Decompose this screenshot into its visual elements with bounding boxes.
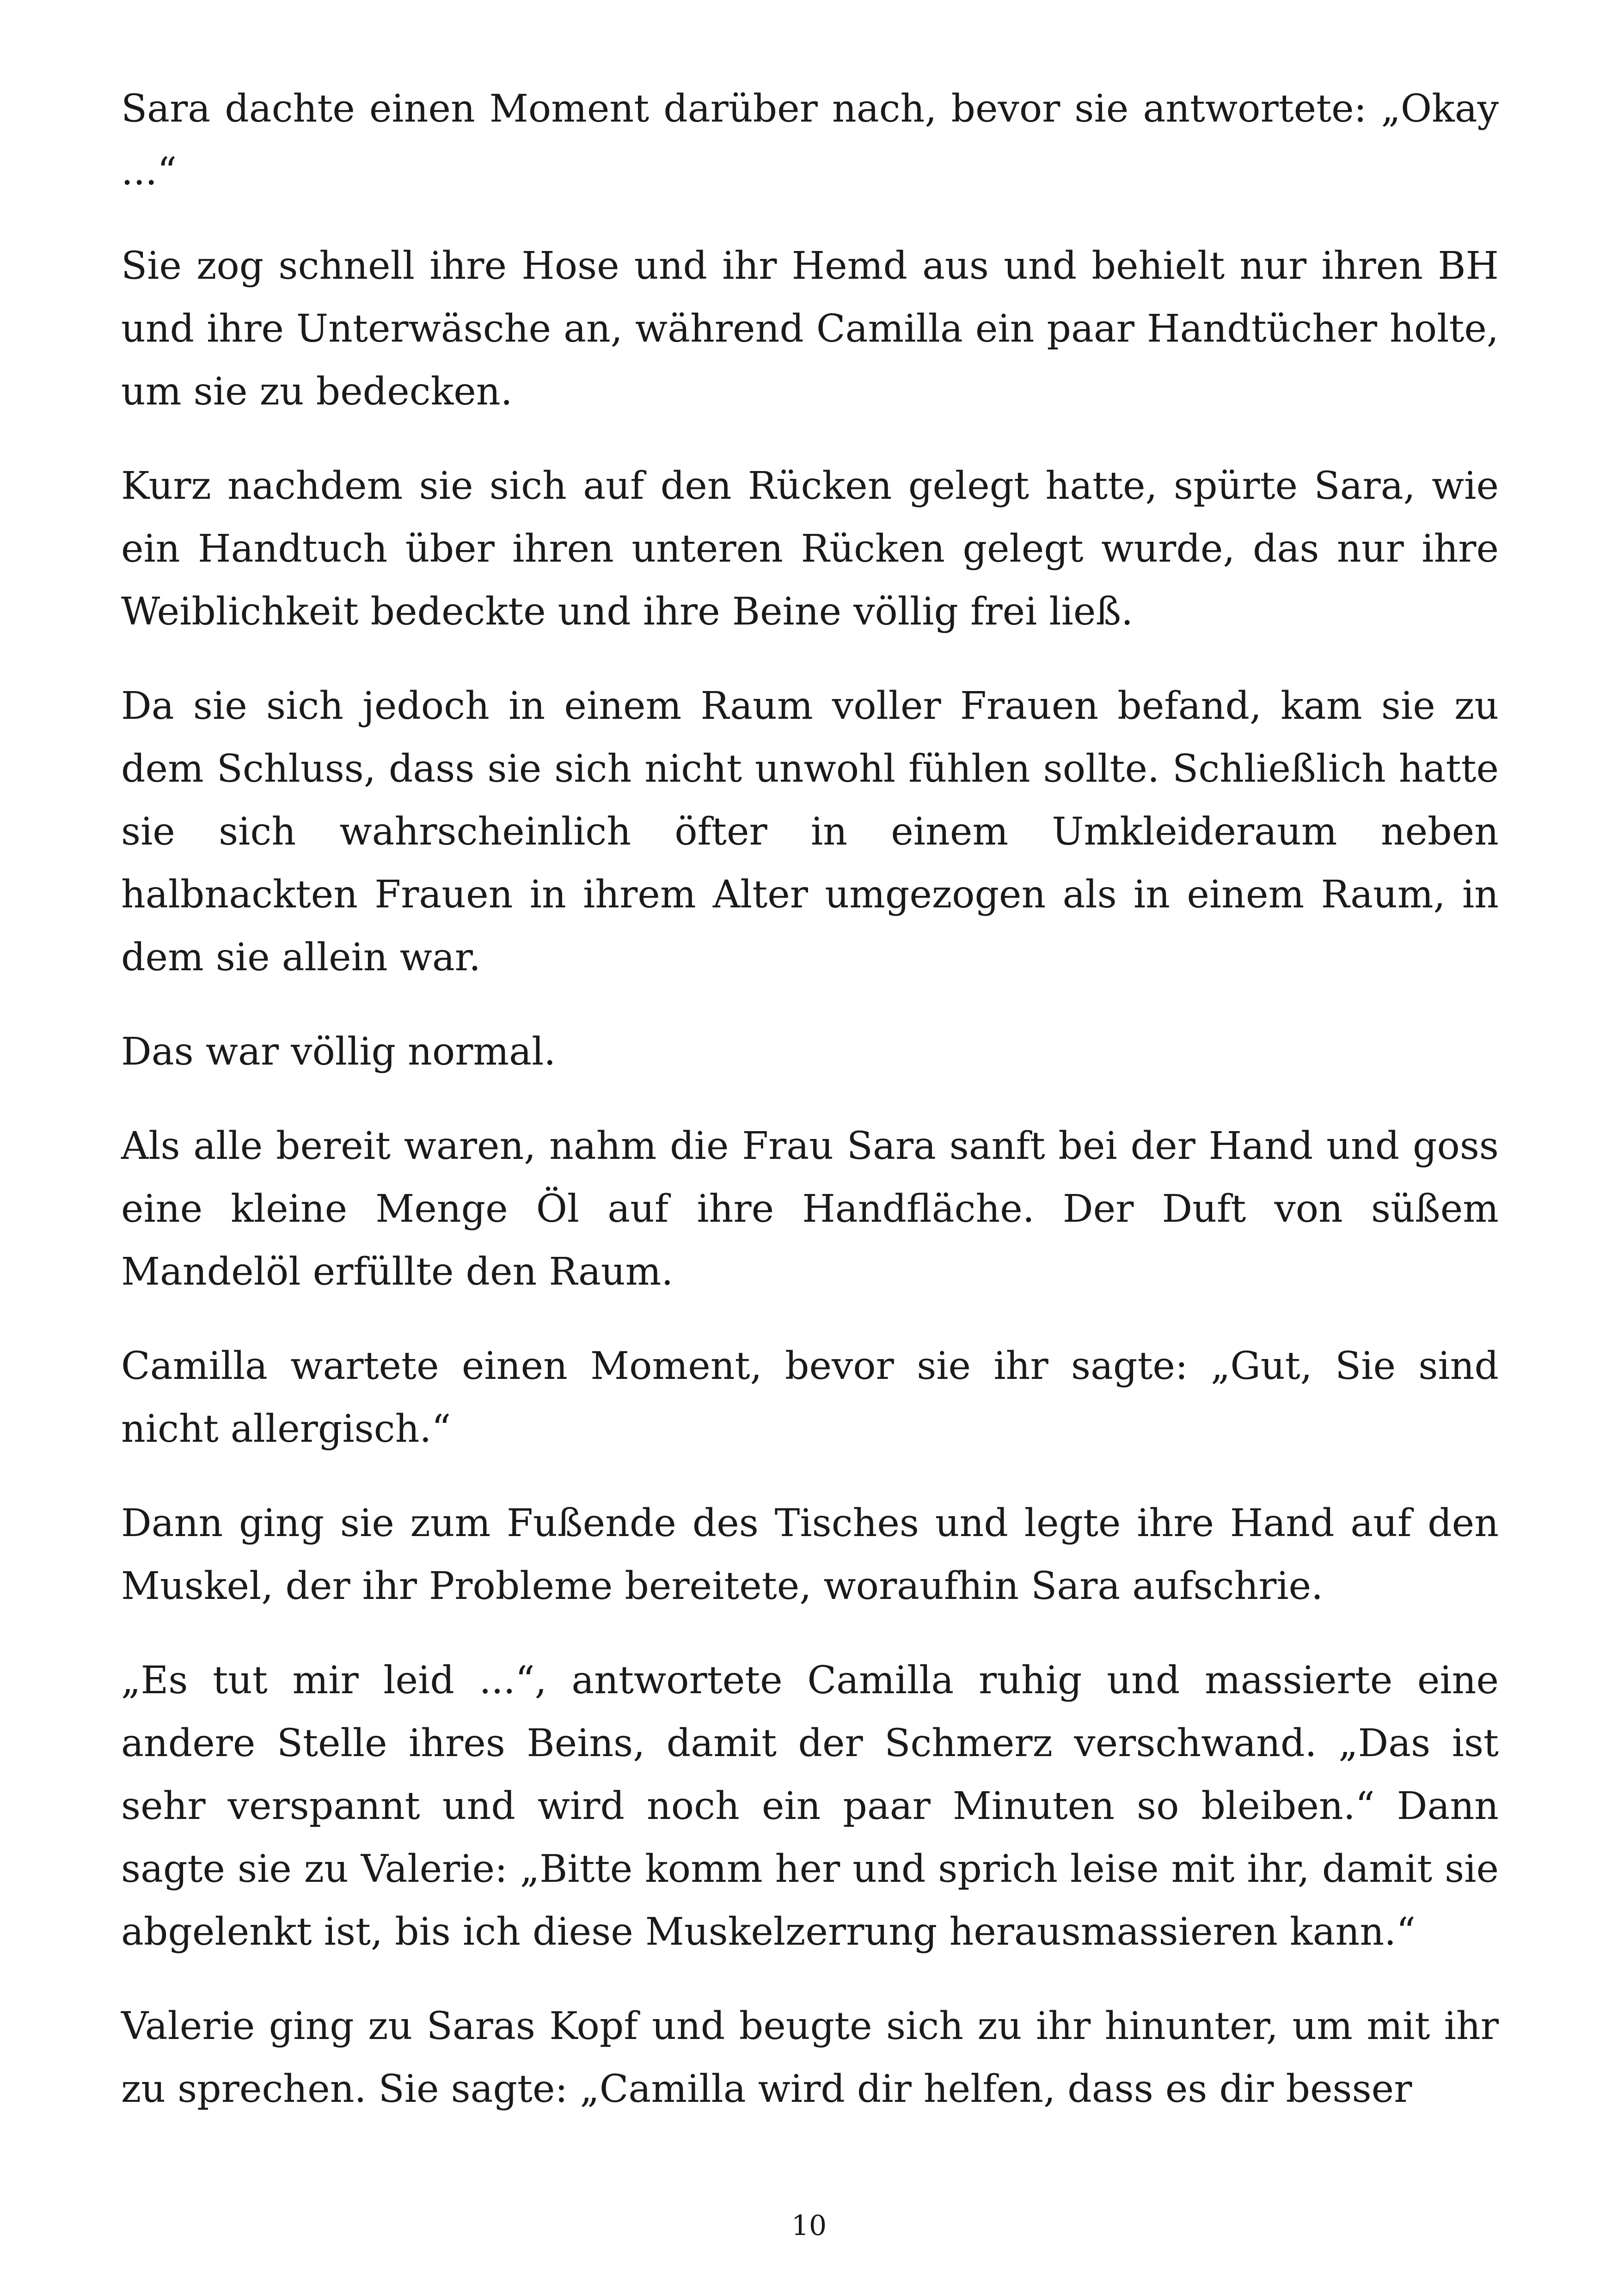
page-number: 10 xyxy=(791,2210,827,2242)
paragraph: Kurz nachdem sie sich auf den Rücken gelegt hatte, spürte Sara, wie ein Handtuch über ihren unteren Rücken gelegt wurde, das nur ihre Weiblichkeit bedeckte und ihre Beine völlig frei ließ. xyxy=(121,464,1499,634)
paragraph: Als alle bereit waren, nahm die Frau Sara sanft bei der Hand und goss eine kleine Menge Öl auf ihre Handfläche. Der Duft von süßem Mandelöl erfüllte den Raum. xyxy=(121,1124,1499,1294)
paragraph: Dann ging sie zum Fußende des Tisches und legte ihre Hand auf den Muskel, der ihr Probleme bereitete, woraufhin Sara aufschrie. xyxy=(121,1501,1499,1608)
paragraph: Das war völlig normal. xyxy=(121,1030,556,1074)
paragraph: Valerie ging zu Saras Kopf und beugte sich zu ihr hinunter, um mit ihr zu sprechen. Sie sagte: „Camilla wird dir helfen, dass es dir besser xyxy=(121,2004,1499,2111)
paragraph: Sara dachte einen Moment darüber nach, bevor sie antwortete: „Okay ...“ xyxy=(121,87,1499,194)
body-text xyxy=(121,78,1499,2152)
paragraph: „Es tut mir leid ...“, antwortete Camilla ruhig und massierte eine andere Stelle ihres Beins, damit der Schmerz verschwand. „Das ist sehr verspannt und wird noch ein paar Minuten so bleiben.“ Dann sagte sie zu Valerie: „Bitte komm her und sprich leise mit ihr, damit sie abgelenkt ist, bis ich diese Muskelzerrung herausmassieren kann.“ xyxy=(121,1659,1499,1954)
paragraph: Sie zog schnell ihre Hose und ihr Hemd aus und behielt nur ihren BH und ihre Unterwäsche an, während Camilla ein paar Handtücher holte, um sie zu bedecken. xyxy=(121,244,1499,414)
paragraph: Da sie sich jedoch in einem Raum voller Frauen befand, kam sie zu dem Schluss, dass sie sich nicht unwohl fühlen sollte. Schließlich hatte sie sich wahrscheinlich öfter in einem Umkleideraum neben halbnackten Frauen in ihrem Alter umgezogen als in einem Raum, in dem sie allein war. xyxy=(121,684,1499,980)
paragraph: Camilla wartete einen Moment, bevor sie ihr sagte: „Gut, Sie sind nicht allergisch.“ xyxy=(121,1344,1499,1451)
